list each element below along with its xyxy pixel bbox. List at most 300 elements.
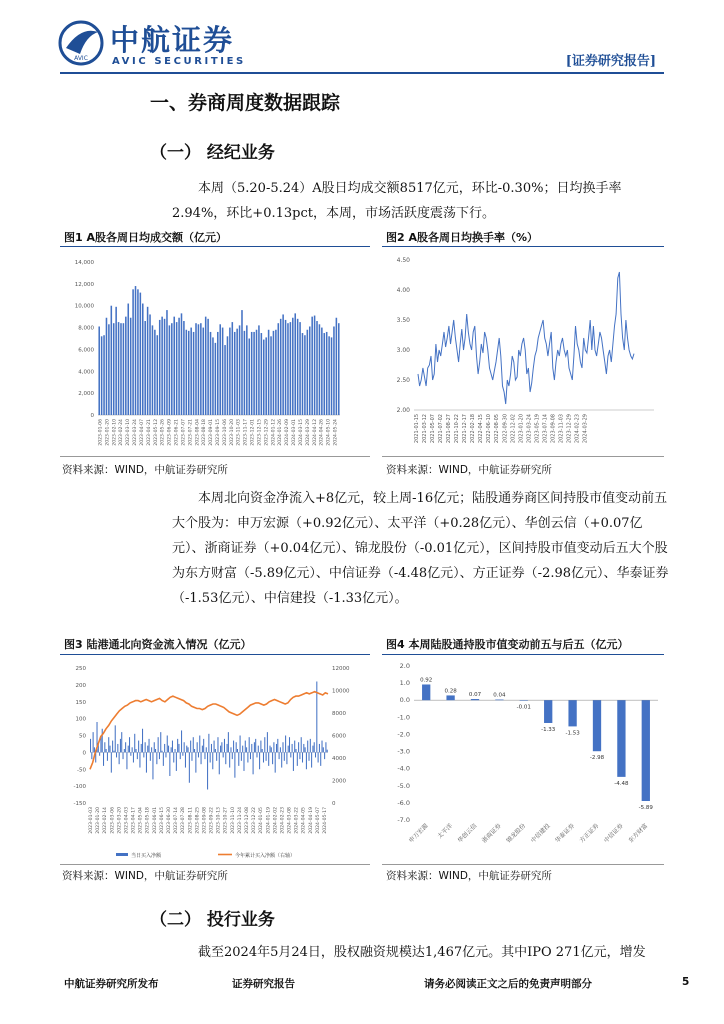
bar-weekly-turnover bbox=[326, 332, 328, 415]
bar-daily-net-buy bbox=[106, 749, 107, 752]
bar-weekly-turnover bbox=[236, 329, 238, 415]
x-tick-label: 2024-05-07 bbox=[315, 807, 321, 834]
bar-daily-net-buy bbox=[210, 752, 211, 762]
x-tick-label: 2023-01-20 bbox=[518, 414, 525, 444]
y-tick-label-right: 10000 bbox=[332, 688, 350, 695]
bar-holding-change bbox=[593, 700, 601, 751]
bar-holding-change bbox=[544, 700, 552, 723]
x-tick-label: 2023-03-24 bbox=[526, 414, 533, 444]
bar-weekly-turnover bbox=[239, 325, 241, 415]
bar-daily-net-buy bbox=[260, 741, 261, 753]
bar-weekly-turnover bbox=[207, 319, 209, 415]
data-label: 0.28 bbox=[444, 688, 457, 695]
bar-weekly-turnover bbox=[154, 330, 156, 415]
bar-weekly-turnover bbox=[273, 331, 275, 415]
data-label: -0.01 bbox=[516, 704, 531, 711]
data-label: -1.33 bbox=[541, 726, 556, 733]
bar-weekly-turnover bbox=[137, 289, 139, 415]
x-tick-label: 2023-09-01 bbox=[209, 419, 215, 446]
y-tick-label-left: 50 bbox=[79, 733, 86, 740]
x-tick-label: 2023-08-11 bbox=[188, 807, 194, 834]
x-tick-label: 2024-04-12 bbox=[312, 419, 318, 446]
x-tick-label: 2023-11-17 bbox=[243, 419, 249, 446]
bar-daily-net-buy bbox=[180, 752, 181, 759]
bar-daily-net-buy bbox=[264, 737, 265, 752]
data-label: 0.92 bbox=[420, 677, 433, 684]
bar-weekly-turnover bbox=[336, 318, 338, 415]
bar-weekly-turnover bbox=[202, 328, 204, 415]
data-label: 0.07 bbox=[468, 692, 482, 699]
report-tag: [证券研究报告] bbox=[565, 54, 656, 69]
y-tick-label-right: 6000 bbox=[332, 733, 346, 740]
bar-weekly-turnover bbox=[157, 335, 159, 415]
x-tick-label: 2024-03-29 bbox=[305, 419, 311, 446]
bar-holding-change bbox=[422, 684, 430, 700]
bar-daily-net-buy bbox=[164, 744, 165, 752]
bar-daily-net-buy bbox=[143, 752, 144, 757]
bar-daily-net-buy bbox=[177, 739, 178, 753]
figure-4-title: 图4 本周陆股通持股市值变动前五与后五（亿元） bbox=[386, 638, 629, 651]
x-tick-label: 2023-08-18 bbox=[202, 419, 208, 446]
x-tick-label: 2023-03-10 bbox=[126, 419, 132, 446]
bar-weekly-turnover bbox=[159, 320, 161, 415]
bar-weekly-turnover bbox=[164, 319, 166, 415]
figure-2-chart bbox=[382, 250, 664, 455]
y-tick-label: -1.0 bbox=[397, 713, 410, 722]
x-tick-label: 2023-06-30 bbox=[167, 807, 172, 834]
bar-daily-net-buy bbox=[229, 752, 230, 767]
bar-daily-net-buy bbox=[93, 732, 94, 752]
bar-daily-net-buy bbox=[169, 752, 170, 776]
x-tick-label: 2023-05-26 bbox=[160, 419, 166, 446]
y-tick-label: 12,000 bbox=[74, 281, 94, 288]
bar-daily-net-buy bbox=[103, 752, 104, 766]
bar-daily-net-buy bbox=[167, 736, 168, 753]
bar-weekly-turnover bbox=[234, 332, 236, 415]
bar-weekly-turnover bbox=[256, 330, 258, 415]
x-tick-label: 2023-08-25 bbox=[195, 807, 201, 834]
bar-daily-net-buy bbox=[282, 742, 283, 752]
x-tick-label: 2024-05-24 bbox=[333, 419, 339, 446]
bar-daily-net-buy bbox=[227, 744, 228, 752]
y-tick-label: 14,000 bbox=[74, 260, 94, 266]
bar-daily-net-buy bbox=[255, 739, 256, 753]
bar-weekly-turnover bbox=[258, 325, 260, 415]
bar-weekly-turnover bbox=[127, 304, 129, 415]
bar-daily-net-buy bbox=[242, 746, 243, 753]
bar-weekly-turnover bbox=[224, 345, 226, 415]
bar-weekly-turnover bbox=[132, 289, 134, 415]
bar-daily-net-buy bbox=[199, 736, 200, 753]
bar-daily-net-buy bbox=[310, 739, 311, 753]
x-tick-label: 2023-06-09 bbox=[167, 419, 173, 446]
y-tick-label-right: 2000 bbox=[332, 778, 346, 785]
bar-weekly-turnover bbox=[166, 310, 168, 415]
data-label: -2.98 bbox=[589, 755, 605, 762]
x-tick-label: 2023-09-08 bbox=[550, 414, 557, 444]
bar-weekly-turnover bbox=[282, 314, 284, 415]
bar-daily-net-buy bbox=[117, 744, 118, 752]
bar-daily-net-buy bbox=[321, 741, 322, 753]
bar-daily-net-buy bbox=[107, 752, 108, 760]
x-tick-label: 2023-05-19 bbox=[534, 414, 541, 444]
y-tick-label: 0.0 bbox=[399, 696, 410, 705]
bar-daily-net-buy bbox=[141, 744, 142, 752]
x-tick-label: 2024-01-26 bbox=[278, 419, 284, 446]
bar-daily-net-buy bbox=[289, 737, 290, 752]
bar-daily-net-buy bbox=[241, 752, 242, 760]
bar-daily-net-buy bbox=[102, 729, 103, 753]
x-category-label: 申万宏源 bbox=[407, 822, 430, 845]
bar-daily-net-buy bbox=[191, 752, 192, 760]
bar-daily-net-buy bbox=[165, 752, 166, 757]
y-tick-label-right: 12000 bbox=[332, 666, 350, 672]
x-tick-label: 2024-02-23 bbox=[280, 807, 286, 834]
bar-daily-net-buy bbox=[238, 752, 239, 766]
bar-holding-change bbox=[568, 700, 576, 726]
bar-daily-net-buy bbox=[113, 751, 114, 753]
bar-daily-net-buy bbox=[295, 749, 296, 752]
x-tick-label: 2023-10-27 bbox=[223, 807, 229, 834]
bar-daily-net-buy bbox=[217, 737, 218, 752]
bar-daily-net-buy bbox=[288, 746, 289, 753]
bar-weekly-turnover bbox=[181, 313, 183, 415]
bar-weekly-turnover bbox=[246, 325, 248, 415]
x-tick-label: 2023-03-06 bbox=[110, 807, 116, 834]
bar-daily-net-buy bbox=[150, 752, 151, 760]
x-tick-label: 2023-10-06 bbox=[222, 419, 228, 446]
x-tick-label: 2023-11-10 bbox=[230, 807, 236, 834]
bar-weekly-turnover bbox=[331, 337, 333, 415]
bar-daily-net-buy bbox=[110, 746, 111, 753]
bar-daily-net-buy bbox=[258, 746, 259, 753]
y-tick-label: 2.00 bbox=[396, 407, 410, 414]
y-tick-label-right: 8000 bbox=[332, 711, 346, 717]
x-category-label: 浙商证券 bbox=[480, 822, 503, 845]
bar-daily-net-buy bbox=[124, 749, 125, 752]
bar-holding-change bbox=[520, 700, 528, 701]
bar-weekly-turnover bbox=[263, 340, 265, 415]
bar-weekly-turnover bbox=[323, 333, 325, 415]
bar-weekly-turnover bbox=[106, 318, 108, 415]
bar-weekly-turnover bbox=[173, 317, 175, 415]
bar-daily-net-buy bbox=[303, 744, 304, 752]
x-tick-label: 2023-04-07 bbox=[139, 419, 145, 446]
bar-daily-net-buy bbox=[208, 734, 209, 753]
bar-daily-net-buy bbox=[201, 752, 202, 764]
bar-daily-net-buy bbox=[311, 752, 312, 767]
bar-weekly-turnover bbox=[178, 318, 180, 415]
figure-4-top-rule bbox=[382, 654, 664, 655]
bar-weekly-turnover bbox=[113, 323, 115, 415]
x-tick-label: 2022-12-02 bbox=[510, 414, 517, 444]
x-tick-label: 2022-09-30 bbox=[502, 414, 509, 444]
bar-daily-net-buy bbox=[269, 746, 270, 753]
bar-daily-net-buy bbox=[254, 742, 255, 752]
bar-daily-net-buy bbox=[185, 752, 186, 767]
x-tick-label: 2024-01-12 bbox=[271, 419, 277, 446]
y-tick-label: -4.0 bbox=[397, 764, 410, 773]
series-line-turnover-rate bbox=[418, 272, 634, 404]
bar-daily-net-buy bbox=[137, 752, 138, 759]
bar-daily-net-buy bbox=[116, 752, 117, 757]
bar-weekly-turnover bbox=[299, 322, 301, 415]
y-tick-label: -5.0 bbox=[397, 781, 410, 790]
x-category-label: 中信证券 bbox=[602, 822, 625, 845]
bar-daily-net-buy bbox=[319, 744, 320, 752]
bar-daily-net-buy bbox=[149, 739, 150, 753]
y-tick-label: 2.0 bbox=[399, 662, 410, 670]
bar-weekly-turnover bbox=[268, 330, 270, 415]
x-tick-label: 2024-03-22 bbox=[294, 807, 300, 834]
y-tick-label: 10,000 bbox=[74, 303, 94, 310]
x-tick-label: 2024-02-23 bbox=[574, 414, 581, 444]
x-tick-label: 2022-06-10 bbox=[486, 414, 493, 444]
bar-daily-net-buy bbox=[119, 752, 120, 764]
bar-daily-net-buy bbox=[195, 752, 196, 772]
figure-3-top-rule bbox=[60, 654, 370, 655]
bar-holding-change bbox=[617, 700, 625, 777]
x-tick-label: 2024-03-29 bbox=[582, 414, 589, 444]
bar-daily-net-buy bbox=[111, 752, 112, 772]
x-tick-label: 2023-10-13 bbox=[216, 807, 222, 834]
bar-daily-net-buy bbox=[125, 742, 126, 752]
bar-weekly-turnover bbox=[149, 314, 151, 415]
bar-weekly-turnover bbox=[232, 322, 234, 415]
bar-daily-net-buy bbox=[315, 752, 316, 757]
bar-daily-net-buy bbox=[171, 747, 172, 752]
bar-weekly-turnover bbox=[251, 332, 253, 415]
bar-daily-net-buy bbox=[193, 737, 194, 752]
y-tick-label-right: 0 bbox=[332, 801, 336, 807]
bar-weekly-turnover bbox=[248, 339, 250, 416]
bar-daily-net-buy bbox=[253, 752, 254, 774]
y-tick-label: 6,000 bbox=[78, 347, 94, 354]
bar-daily-net-buy bbox=[224, 739, 225, 753]
bar-daily-net-buy bbox=[249, 737, 250, 752]
bar-daily-net-buy bbox=[246, 747, 247, 752]
bar-weekly-turnover bbox=[108, 324, 110, 415]
bar-weekly-turnover bbox=[319, 324, 321, 415]
bar-daily-net-buy bbox=[186, 746, 187, 753]
bar-daily-net-buy bbox=[206, 747, 207, 752]
bar-weekly-turnover bbox=[219, 324, 221, 415]
bar-daily-net-buy bbox=[189, 752, 190, 782]
x-category-label: 方正证券 bbox=[578, 822, 601, 845]
bar-daily-net-buy bbox=[138, 741, 139, 753]
company-logo-cn: 中航证券 bbox=[110, 23, 235, 57]
bar-daily-net-buy bbox=[324, 752, 325, 759]
bar-weekly-turnover bbox=[285, 320, 287, 415]
y-tick-label-left: 250 bbox=[75, 666, 86, 672]
bar-daily-net-buy bbox=[305, 747, 306, 752]
bar-daily-net-buy bbox=[211, 744, 212, 752]
bar-daily-net-buy bbox=[168, 746, 169, 753]
x-tick-label: 2021-05-07 bbox=[430, 414, 437, 444]
x-tick-label: 2023-06-01 bbox=[152, 807, 158, 834]
bar-daily-net-buy bbox=[178, 744, 179, 752]
bar-daily-net-buy bbox=[121, 732, 122, 752]
bar-daily-net-buy bbox=[320, 752, 321, 766]
bar-daily-net-buy bbox=[237, 749, 238, 752]
subsection-brokerage-title: （一） 经纪业务 bbox=[150, 143, 275, 163]
y-tick-label-left: 150 bbox=[75, 699, 86, 706]
figure-2-source: 资料来源：WIND，中航证券研究所 bbox=[386, 464, 552, 476]
bar-daily-net-buy bbox=[128, 746, 129, 753]
bar-weekly-turnover bbox=[125, 317, 127, 415]
y-tick-label: 4.50 bbox=[396, 257, 410, 264]
bar-weekly-turnover bbox=[190, 328, 192, 415]
x-tick-label: 2022-08-05 bbox=[494, 414, 501, 444]
bar-weekly-turnover bbox=[290, 322, 292, 415]
bar-daily-net-buy bbox=[212, 752, 213, 769]
bar-weekly-turnover bbox=[227, 336, 229, 415]
x-tick-label: 2023-02-14 bbox=[103, 807, 109, 834]
bar-daily-net-buy bbox=[267, 732, 268, 752]
bar-daily-net-buy bbox=[272, 752, 273, 764]
bar-daily-net-buy bbox=[262, 749, 263, 752]
x-tick-label: 2023-08-04 bbox=[195, 419, 201, 446]
bar-weekly-turnover bbox=[161, 317, 163, 415]
bar-daily-net-buy bbox=[228, 732, 229, 752]
x-tick-label: 2024-04-19 bbox=[308, 807, 314, 834]
bar-daily-net-buy bbox=[108, 737, 109, 752]
bar-daily-net-buy bbox=[159, 752, 160, 759]
bar-daily-net-buy bbox=[134, 734, 135, 753]
x-tick-label: 2023-07-21 bbox=[188, 419, 194, 446]
x-tick-label: 2023-12-22 bbox=[252, 807, 258, 834]
x-category-label: 锦龙股份 bbox=[505, 822, 528, 845]
y-tick-label: 4,000 bbox=[78, 369, 94, 376]
x-tick-label: 2024-05-10 bbox=[326, 419, 332, 446]
x-tick-label: 2023-04-03 bbox=[124, 807, 130, 834]
bar-daily-net-buy bbox=[216, 752, 217, 760]
bar-daily-net-buy bbox=[203, 739, 204, 753]
data-label: 0.04 bbox=[493, 692, 506, 699]
y-tick-label: 1.0 bbox=[399, 679, 410, 688]
figure-1-source: 资料来源：WIND，中航证券研究所 bbox=[62, 464, 228, 476]
figure-3-chart bbox=[60, 658, 370, 863]
x-tick-label: 2023-04-17 bbox=[131, 807, 137, 834]
bar-weekly-turnover bbox=[186, 330, 188, 415]
x-tick-label: 2024-04-26 bbox=[319, 419, 325, 446]
bar-daily-net-buy bbox=[308, 752, 309, 760]
x-tick-label: 2023-12-08 bbox=[245, 807, 250, 834]
bar-daily-net-buy bbox=[158, 737, 159, 752]
bar-daily-net-buy bbox=[266, 752, 267, 760]
bar-daily-net-buy bbox=[284, 752, 285, 760]
bar-daily-net-buy bbox=[297, 752, 298, 766]
bar-daily-net-buy bbox=[91, 752, 92, 759]
bar-weekly-turnover bbox=[261, 333, 263, 415]
figure-4-bottom-rule bbox=[382, 864, 664, 865]
bar-daily-net-buy bbox=[120, 739, 121, 753]
bar-daily-net-buy bbox=[327, 750, 328, 753]
x-tick-label: 2023-04-21 bbox=[146, 419, 152, 446]
x-tick-label: 2023-09-22 bbox=[209, 807, 215, 834]
bar-weekly-turnover bbox=[171, 323, 173, 415]
bar-daily-net-buy bbox=[273, 742, 274, 752]
paragraph-brokerage: 本周（5.20-5.24）A股日均成交额8517亿元，环比-0.30%；日均换手率2.94%，环比+0.13pct，本周，市场活跃度震荡下行。 bbox=[172, 181, 622, 221]
x-tick-label: 2023-07-14 bbox=[174, 807, 180, 834]
bar-daily-net-buy bbox=[181, 730, 182, 752]
figure-4-source: 资料来源：WIND，中航证券研究所 bbox=[386, 870, 552, 882]
bar-weekly-turnover bbox=[265, 337, 267, 415]
bar-weekly-turnover bbox=[195, 323, 197, 415]
bar-daily-net-buy bbox=[292, 744, 293, 752]
bar-weekly-turnover bbox=[193, 332, 195, 415]
bar-weekly-turnover bbox=[118, 322, 120, 415]
x-tick-label: 2023-03-20 bbox=[117, 807, 123, 834]
y-tick-label: 0 bbox=[90, 413, 94, 419]
x-tick-label: 2023-07-14 bbox=[542, 414, 549, 444]
bar-weekly-turnover bbox=[304, 335, 306, 415]
bar-daily-net-buy bbox=[112, 741, 113, 753]
x-tick-label: 2021-08-27 bbox=[446, 414, 453, 444]
bar-daily-net-buy bbox=[202, 746, 203, 753]
y-tick-label: 2.50 bbox=[396, 377, 410, 384]
bar-daily-net-buy bbox=[160, 732, 161, 752]
bar-daily-net-buy bbox=[99, 752, 100, 755]
bar-daily-net-buy bbox=[156, 752, 157, 764]
footer-disclaimer: 请务必阅读正文之后的免责声明部分 bbox=[424, 978, 592, 990]
x-tick-label: 2021-03-12 bbox=[422, 414, 429, 444]
y-tick-label: -6.0 bbox=[397, 798, 410, 807]
bar-daily-net-buy bbox=[142, 729, 143, 753]
bar-daily-net-buy bbox=[233, 741, 234, 753]
x-tick-label: 2023-05-04 bbox=[138, 807, 144, 834]
bar-daily-net-buy bbox=[173, 752, 174, 762]
bar-daily-net-buy bbox=[234, 752, 235, 777]
figure-2-title: 图2 A股各周日均换手率（%） bbox=[386, 231, 539, 244]
x-tick-label: 2023-10-20 bbox=[229, 419, 235, 446]
x-tick-label: 2021-07-02 bbox=[438, 414, 445, 444]
bar-weekly-turnover bbox=[333, 326, 335, 415]
bar-daily-net-buy bbox=[277, 739, 278, 753]
x-tick-label: 2023-12-29 bbox=[566, 414, 573, 444]
bar-daily-net-buy bbox=[293, 752, 294, 771]
x-tick-label: 2023-06-21 bbox=[174, 419, 180, 446]
bar-daily-net-buy bbox=[281, 752, 282, 767]
bar-daily-net-buy bbox=[221, 742, 222, 752]
figure-3-title: 图3 陆港通北向资金流入情况（亿元） bbox=[64, 638, 252, 651]
bar-weekly-turnover bbox=[215, 343, 217, 415]
bar-daily-net-buy bbox=[299, 752, 300, 759]
data-label: -1.53 bbox=[565, 730, 580, 737]
bar-weekly-turnover bbox=[278, 323, 280, 415]
figure-1-top-rule bbox=[60, 246, 370, 247]
x-tick-label: 2023-12-15 bbox=[257, 419, 263, 446]
bar-weekly-turnover bbox=[321, 328, 323, 415]
bar-daily-net-buy bbox=[207, 752, 208, 789]
bar-daily-net-buy bbox=[90, 739, 91, 753]
x-category-label: 中信建投 bbox=[529, 822, 552, 845]
bar-daily-net-buy bbox=[323, 747, 324, 752]
figure-4-chart bbox=[382, 658, 664, 863]
bar-weekly-turnover bbox=[111, 306, 113, 415]
bar-weekly-turnover bbox=[311, 317, 313, 415]
bar-daily-net-buy bbox=[146, 752, 147, 772]
bar-daily-net-buy bbox=[219, 752, 220, 774]
bar-weekly-turnover bbox=[241, 310, 243, 415]
x-tick-label: 2023-11-03 bbox=[236, 419, 242, 446]
bar-daily-net-buy bbox=[136, 749, 137, 752]
x-category-label: 太平洋 bbox=[436, 822, 455, 841]
bar-daily-net-buy bbox=[279, 752, 280, 759]
bar-daily-net-buy bbox=[314, 742, 315, 752]
bar-weekly-turnover bbox=[244, 331, 246, 415]
bar-daily-net-buy bbox=[307, 741, 308, 753]
